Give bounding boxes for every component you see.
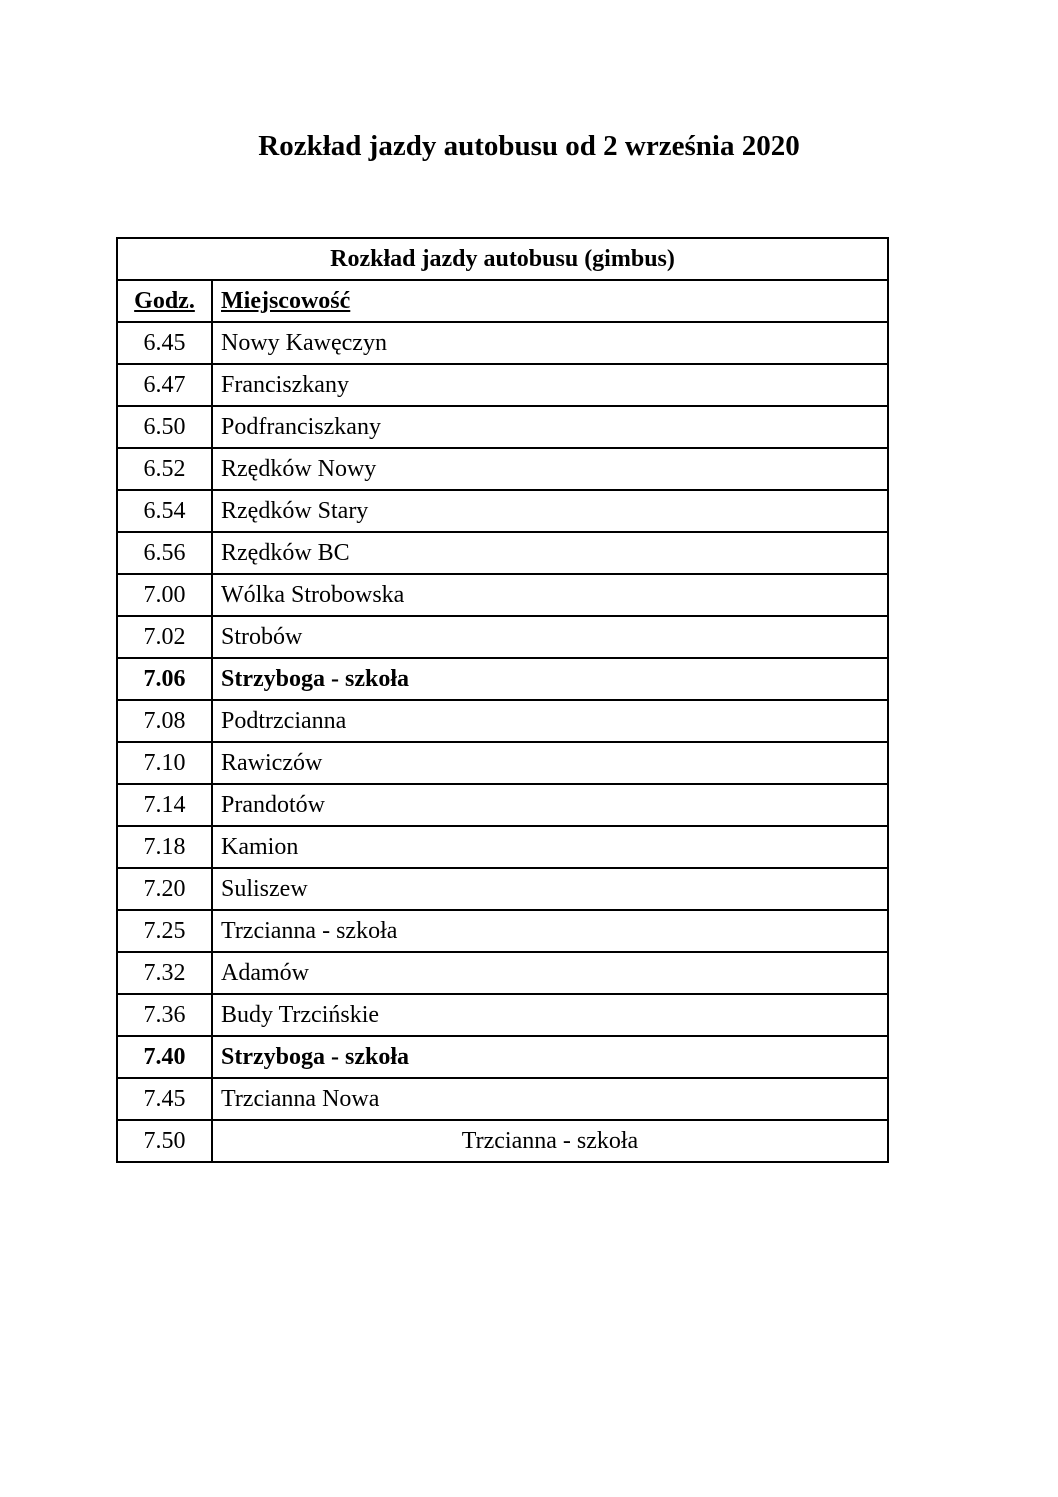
table-row-school-stop [117,658,888,700]
departure-time: 7.06 [117,658,212,700]
table-row [117,784,888,826]
stop-name: Rzędków BC [212,532,888,574]
table-row [117,574,888,616]
departure-time: 7.18 [117,826,212,868]
table-row [117,1078,888,1120]
stop-name: Strobów [212,616,888,658]
departure-time: 7.25 [117,910,212,952]
departure-time: 7.08 [117,700,212,742]
stop-name: Rzędków Nowy [212,448,888,490]
table-row [117,742,888,784]
departure-time: 7.00 [117,574,212,616]
stop-name: Kamion [212,826,888,868]
departure-time: 7.36 [117,994,212,1036]
stop-name: Trzcianna - szkoła [212,910,888,952]
stop-name: Strzyboga - szkoła [212,1036,888,1078]
departure-time: 7.02 [117,616,212,658]
table-row [117,868,888,910]
table-row [117,952,888,994]
stop-name: Rzędków Stary [212,490,888,532]
stop-name: Podfranciszkany [212,406,888,448]
table-row [117,322,888,364]
stop-name: Trzcianna Nowa [212,1078,888,1120]
departure-time: 6.47 [117,364,212,406]
departure-time: 7.40 [117,1036,212,1078]
document-title: Rozkład jazdy autobusu od 2 września 2020 [258,130,800,162]
table-row [117,448,888,490]
departure-time: 6.45 [117,322,212,364]
table-row [117,994,888,1036]
departure-time: 6.54 [117,490,212,532]
departure-time: 7.20 [117,868,212,910]
stop-name: Strzyboga - szkoła [212,658,888,700]
timetable-caption-row [117,238,888,280]
table-row [117,490,888,532]
stop-name: Budy Trzcińskie [212,994,888,1036]
table-row [117,826,888,868]
departure-time: 7.45 [117,1078,212,1120]
bus-timetable [116,237,889,1163]
departure-time: 7.10 [117,742,212,784]
departure-time: 7.32 [117,952,212,994]
departure-time: 6.52 [117,448,212,490]
departure-time: 6.50 [117,406,212,448]
table-row [117,616,888,658]
header-place: Miejscowość [212,280,888,322]
table-row-school-stop [117,1036,888,1078]
header-row [117,280,888,322]
stop-name: Suliszew [212,868,888,910]
table-row [117,532,888,574]
stop-name: Rawiczów [212,742,888,784]
stop-name: Wólka Strobowska [212,574,888,616]
stop-name: Franciszkany [212,364,888,406]
stop-name: Podtrzcianna [212,700,888,742]
stop-name: Trzcianna - szkoła [212,1120,888,1162]
departure-time: 6.56 [117,532,212,574]
stop-name: Nowy Kawęczyn [212,322,888,364]
departure-time: 7.14 [117,784,212,826]
stop-name: Prandotów [212,784,888,826]
stop-name: Adamów [212,952,888,994]
table-row [117,364,888,406]
table-row [117,910,888,952]
departure-time: 7.50 [117,1120,212,1162]
table-row [117,406,888,448]
timetable-caption: Rozkład jazdy autobusu (gimbus) [117,238,888,280]
header-time: Godz. [117,280,212,322]
table-row [117,1120,888,1162]
table-row [117,700,888,742]
